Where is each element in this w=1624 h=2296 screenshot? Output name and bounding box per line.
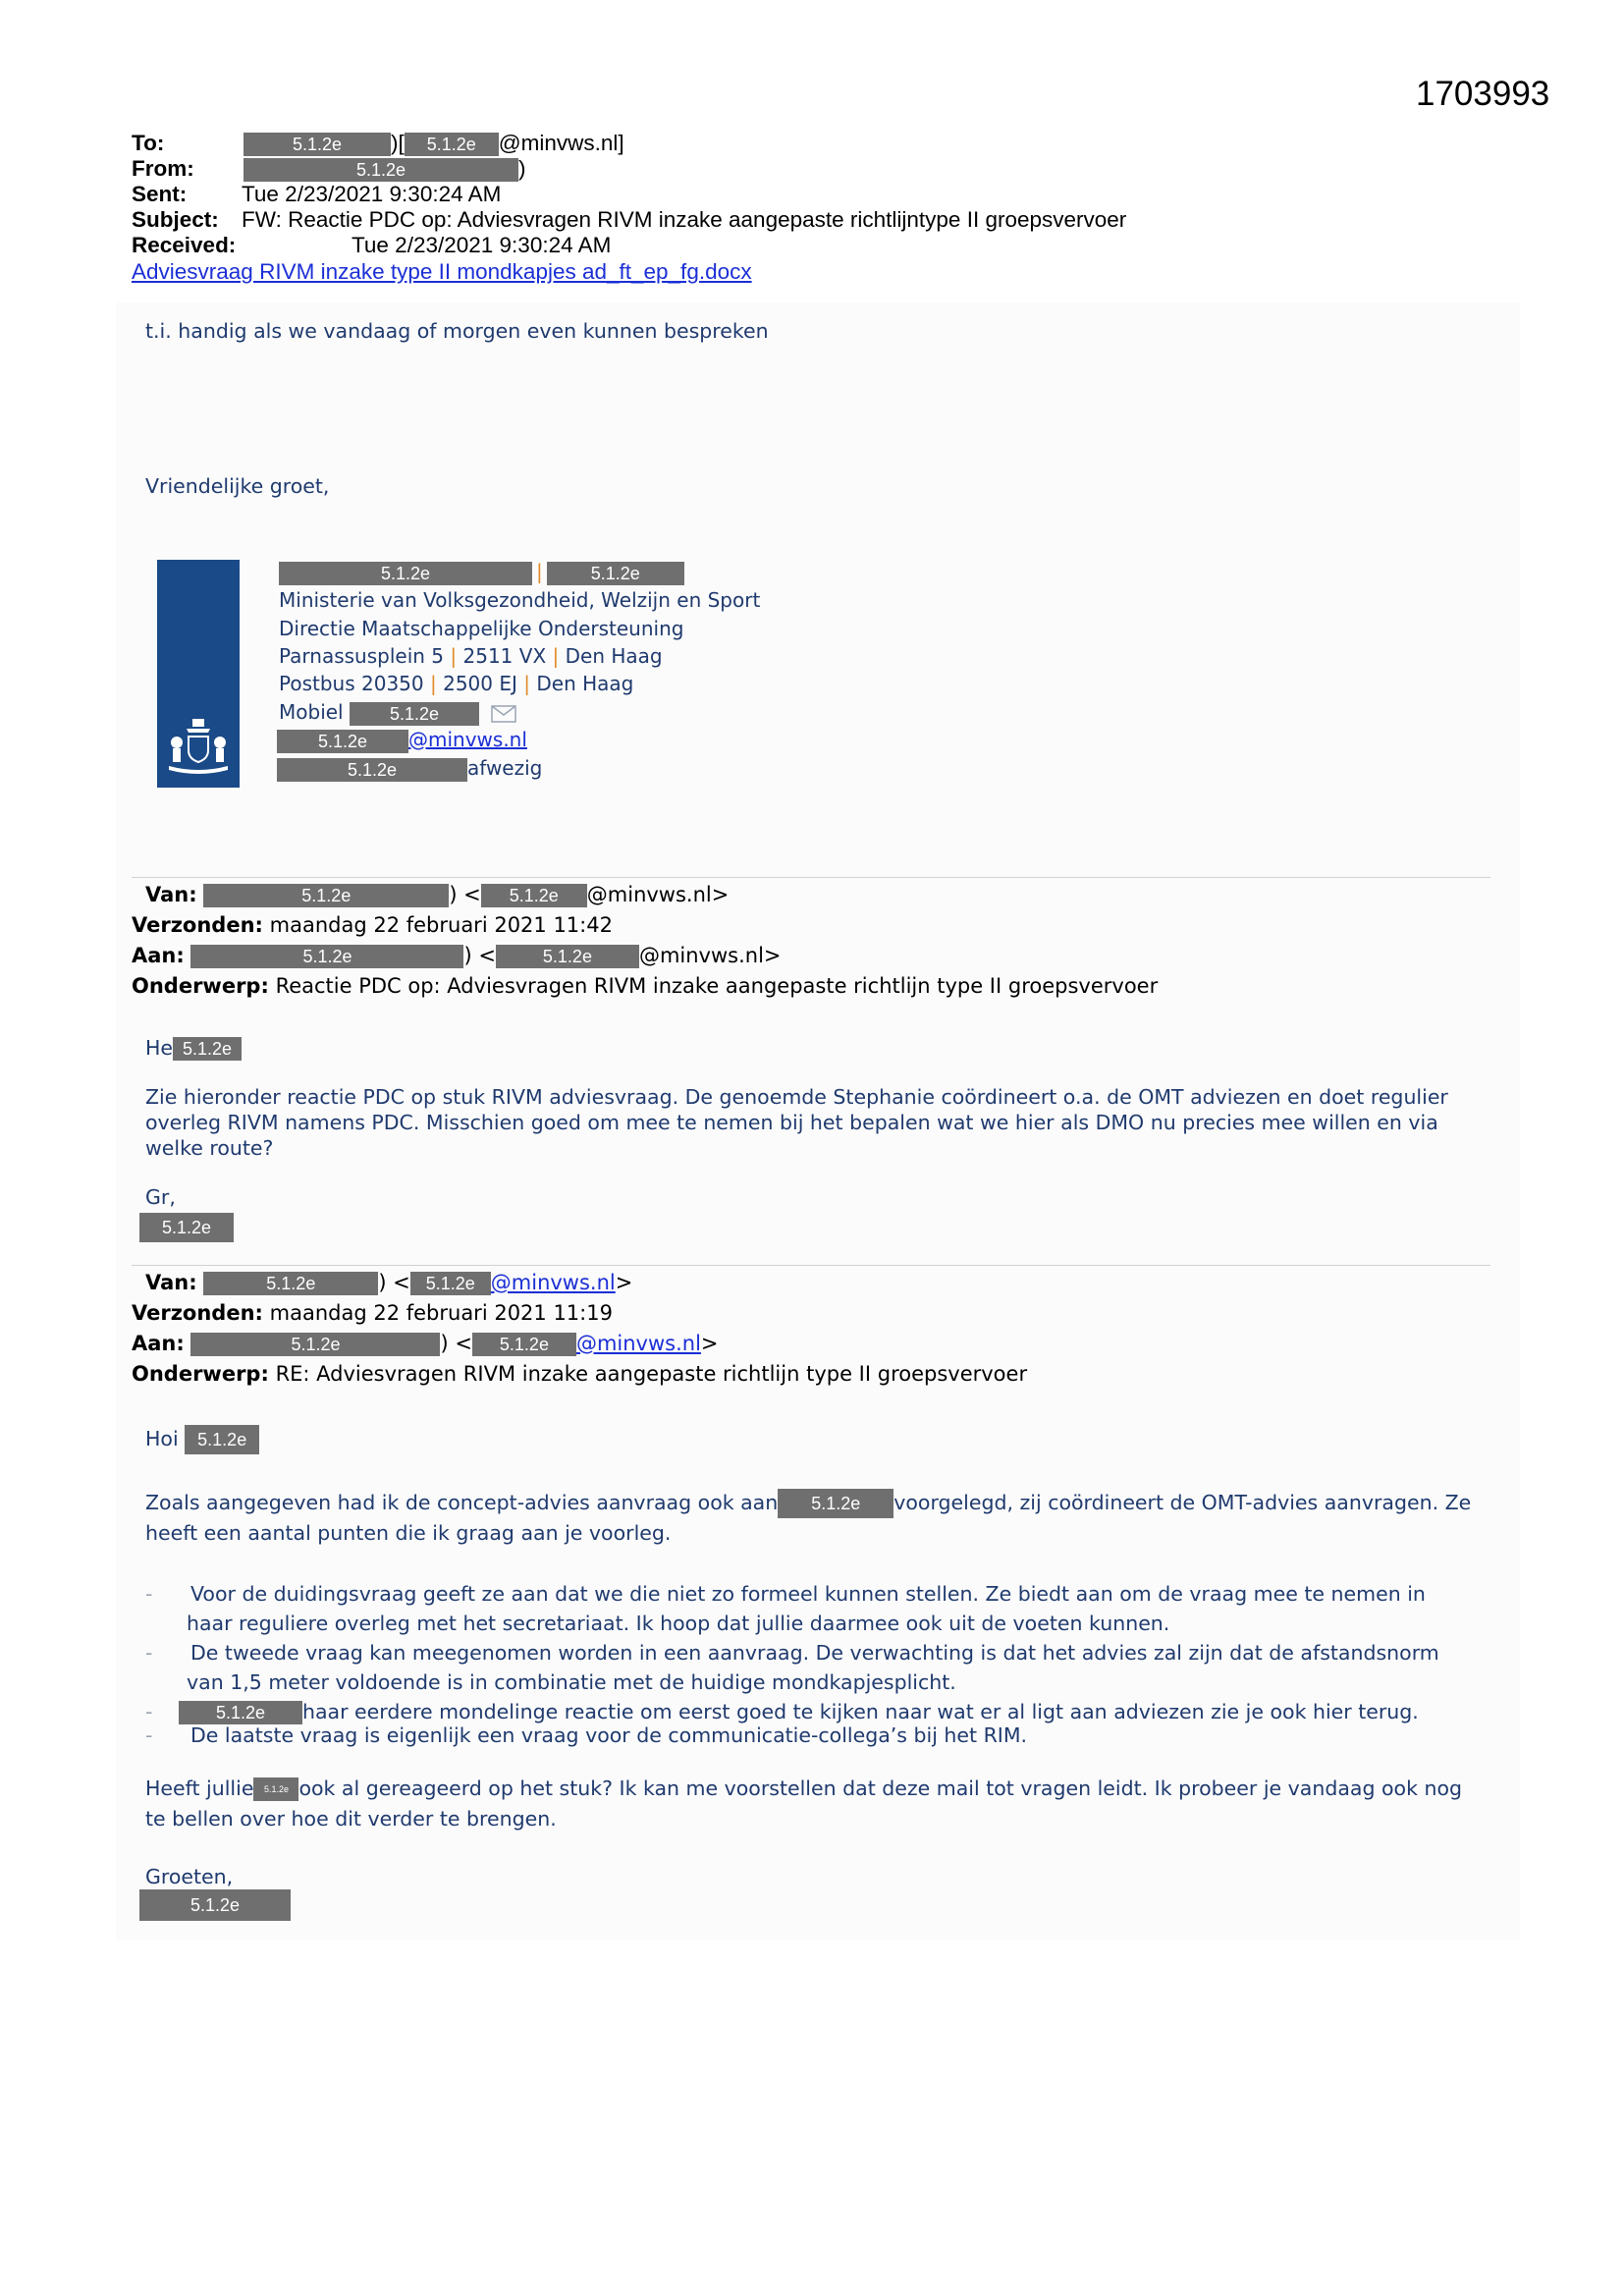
- van-mid: ) <: [378, 1271, 410, 1294]
- onderwerp-label: Onderwerp:: [132, 974, 269, 998]
- separator: |: [523, 672, 530, 695]
- aan-close: >: [700, 1332, 719, 1355]
- separator: |: [552, 644, 560, 668]
- document-number: 1703993: [1416, 75, 1550, 113]
- aan-mid: ) <: [463, 944, 496, 967]
- header-sent-row: [132, 182, 501, 207]
- to-bracket: )[: [391, 131, 405, 155]
- header-to-row: [132, 131, 624, 156]
- received-label: Received:: [132, 233, 237, 257]
- van-mid: ) <: [449, 883, 481, 906]
- bullet-line: haar eerdere mondelinge reactie om eerst goed te kijken naar wat er al ligt aan adviezen zie je ook hier terug.: [302, 1700, 1419, 1723]
- absent-label: afwezig: [467, 756, 543, 780]
- van-suffix: @minvws.nl>: [586, 883, 730, 906]
- email1-van-row: [145, 880, 729, 910]
- paragraph-line: Zie hieronder reactie PDC op stuk RIVM adviesvraag. De genoemde Stephanie coördineert o.a. de OMT adviezen en doet regulier: [145, 1085, 1448, 1109]
- mobile-label: Mobiel: [279, 700, 344, 724]
- redaction-box: 5.1.2e: [277, 730, 408, 753]
- email2-onderwerp-row: [132, 1359, 1027, 1390]
- redaction-box: 5.1.2e: [244, 133, 391, 156]
- list-item: [145, 1638, 1439, 1697]
- bullet-dash: -: [145, 1582, 153, 1606]
- subject-label: Subject:: [132, 207, 219, 232]
- signature-address-2: [279, 670, 633, 698]
- email-separator: [132, 1265, 1490, 1266]
- sent-label: Sent:: [132, 182, 188, 206]
- paragraph-line: [145, 1488, 1471, 1518]
- onderwerp-value: RE: Adviesvragen RIVM inzake aangepaste richtlijn type II groepsvervoer: [275, 1362, 1028, 1386]
- list-item: [145, 1579, 1439, 1638]
- separator: |: [536, 560, 543, 583]
- paragraph-line: heeft een aantal punten die ik graag aan je voorleg.: [145, 1521, 672, 1545]
- bullet-dash: -: [145, 1723, 153, 1747]
- signature-directorate: Directie Maatschappelijke Ondersteuning: [279, 617, 684, 640]
- paragraph-line: welke route?: [145, 1136, 274, 1160]
- to-suffix: @minvws.nl]: [498, 131, 624, 155]
- list-item: [145, 1721, 1439, 1750]
- redaction-box: 5.1.2e: [139, 1889, 291, 1921]
- redaction-box: 5.1.2e: [253, 1777, 298, 1801]
- received-value: Tue 2/23/2021 9:30:24 AM: [352, 233, 612, 257]
- redaction-box: 5.1.2e: [279, 562, 532, 585]
- address-part: Den Haag: [565, 644, 663, 668]
- redaction-box: 5.1.2e: [173, 1037, 242, 1061]
- bullet-dash: -: [145, 1641, 153, 1665]
- paragraph-line: te bellen over hoe dit verder te brengen.: [145, 1807, 557, 1831]
- van-close: >: [615, 1271, 633, 1294]
- aan-label: Aan:: [132, 1332, 185, 1355]
- email1-paragraph: [145, 1084, 1448, 1161]
- redaction-box: 5.1.2e: [472, 1333, 576, 1356]
- address-part: 2500 EJ: [443, 672, 517, 695]
- van-label: Van:: [145, 883, 197, 906]
- aan-mid: ) <: [440, 1332, 472, 1355]
- signature-ministry: Ministerie van Volksgezondheid, Welzijn en Sport: [279, 588, 761, 612]
- redaction-box: 5.1.2e: [203, 1272, 378, 1295]
- redaction-box: 5.1.2e: [350, 702, 479, 726]
- paragraph-line: overleg RIVM namens PDC. Misschien goed om mee te nemen bij het bepalen wat we hier als DMO nu precies mee willen en via: [145, 1111, 1438, 1134]
- onderwerp-label: Onderwerp:: [132, 1362, 269, 1386]
- paragraph-text: ook al gereageerd op het stuk? Ik kan me voorstellen dat deze mail tot vragen leidt. Ik probeer je vandaag ook nog: [298, 1777, 1463, 1800]
- van-label: Van:: [145, 1271, 197, 1294]
- aan-label: Aan:: [132, 944, 185, 967]
- header-from-row: [132, 156, 526, 182]
- envelope-icon: [491, 705, 516, 723]
- redaction-box: 5.1.2e: [778, 1489, 893, 1518]
- redaction-box: 5.1.2e: [547, 562, 684, 585]
- van-email-link[interactable]: @minvws.nl: [490, 1271, 616, 1294]
- redaction-box: 5.1.2e: [179, 1701, 302, 1724]
- onderwerp-value: Reactie PDC op: Adviesvragen RIVM inzake aangepaste richtlijn type II groepsvervoer: [275, 974, 1159, 998]
- signature-name-row: [279, 558, 684, 586]
- top-message-line: t.i. handig als we vandaag of morgen even kunnen bespreken: [145, 319, 769, 343]
- email2-sender-redaction: [139, 1889, 291, 1921]
- paragraph-line: [145, 1774, 1462, 1804]
- bullet-line: De laatste vraag is eigenlijk een vraag voor de communicatie-collega’s bij het RIM.: [190, 1723, 1028, 1747]
- sent-value: Tue 2/23/2021 9:30:24 AM: [242, 182, 502, 206]
- redaction-box: 5.1.2e: [203, 884, 449, 907]
- aan-email-link[interactable]: @minvws.nl: [575, 1332, 701, 1355]
- address-part: Parnassusplein 5: [279, 644, 445, 668]
- email1-greeting-row: [145, 1035, 242, 1061]
- email1-aan-row: [132, 941, 782, 971]
- redaction-box: 5.1.2e: [185, 1425, 259, 1454]
- greeting-text: Hoi: [145, 1427, 179, 1450]
- subject-value: FW: Reactie PDC op: Adviesvragen RIVM inzake aangepaste richtlijntype II groepsvervoer: [242, 207, 1127, 232]
- signature-address-1: [279, 642, 663, 671]
- address-part: Postbus 20350: [279, 672, 424, 695]
- header-subject-row: [132, 207, 1126, 233]
- verzonden-value: maandag 22 februari 2021 11:42: [269, 913, 613, 937]
- email1-onderwerp-row: [132, 971, 1158, 1002]
- signature-absent-row: [277, 754, 542, 783]
- paragraph-text: Heeft jullie: [145, 1777, 254, 1800]
- paragraph-text: voorgelegd, zij coördineert de OMT-advies aanvragen. Ze: [893, 1491, 1472, 1514]
- signature-email-link[interactable]: @minvws.nl: [408, 728, 527, 751]
- email1-sender-redaction: [139, 1213, 234, 1242]
- header-received-row: [132, 233, 611, 258]
- email2-sign: Groeten,: [145, 1865, 234, 1888]
- redaction-box: 5.1.2e: [405, 133, 499, 156]
- separator: |: [450, 644, 458, 668]
- to-label: To:: [132, 131, 165, 155]
- redaction-box: 5.1.2e: [277, 758, 467, 782]
- bullet-line: haar reguliere overleg met het secretariaat. Ik hoop dat jullie daarmee ook uit de voeten kunnen.: [187, 1612, 1170, 1635]
- aan-suffix: @minvws.nl>: [638, 944, 782, 967]
- attachment-link[interactable]: Adviesvraag RIVM inzake type II mondkapjes ad_ft_ep_fg.docx: [132, 259, 752, 284]
- email2-van-row: [145, 1268, 632, 1298]
- bullet-line: van 1,5 meter voldoende is in combinatie met de huidige mondkapjesplicht.: [187, 1670, 956, 1694]
- email1-verzonden-row: [132, 910, 613, 941]
- email2-verzonden-row: [132, 1298, 613, 1329]
- signature-email-row: [277, 726, 527, 754]
- greeting-text: He: [145, 1036, 174, 1060]
- email2-paragraph-2: [145, 1774, 1462, 1834]
- coat-of-arms-icon: [157, 560, 240, 788]
- redaction-box: 5.1.2e: [496, 945, 639, 968]
- redaction-box: 5.1.2e: [244, 158, 518, 182]
- address-part: 2511 VX: [462, 644, 547, 668]
- verzonden-label: Verzonden:: [132, 1301, 263, 1325]
- from-label: From:: [132, 156, 194, 181]
- bullet-dash: -: [145, 1700, 153, 1723]
- redaction-box: 5.1.2e: [410, 1272, 491, 1295]
- bullet-line: De tweede vraag kan meegenomen worden in een aanvraag. De verwachting is dat het advies zal zijn dat de afstandsnorm: [190, 1641, 1439, 1665]
- verzonden-label: Verzonden:: [132, 913, 263, 937]
- email1-sign: Gr,: [145, 1185, 176, 1209]
- government-logo: [157, 560, 240, 788]
- paragraph-text: Zoals aangegeven had ik de concept-advies aanvraag ook aan: [145, 1491, 779, 1514]
- separator: |: [429, 672, 437, 695]
- email2-aan-row: [132, 1329, 719, 1359]
- bullet-list: [145, 1579, 1439, 1750]
- redaction-box: 5.1.2e: [481, 884, 587, 907]
- email-separator: [132, 877, 1490, 878]
- signature-mobile-row: [279, 698, 516, 727]
- redaction-box: 5.1.2e: [190, 945, 463, 968]
- verzonden-value: maandag 22 februari 2021 11:19: [269, 1301, 613, 1325]
- email2-greeting-row: [145, 1425, 259, 1454]
- redaction-box: 5.1.2e: [139, 1213, 234, 1242]
- greeting: Vriendelijke groet,: [145, 474, 330, 498]
- address-part: Den Haag: [536, 672, 634, 695]
- redaction-box: 5.1.2e: [190, 1333, 440, 1356]
- email2-paragraph-1: [145, 1488, 1471, 1549]
- from-suffix: ): [518, 156, 526, 181]
- bullet-line: Voor de duidingsvraag geeft ze aan dat we die niet zo formeel kunnen stellen. Ze biedt aan om de vraag mee te nemen in: [190, 1582, 1426, 1606]
